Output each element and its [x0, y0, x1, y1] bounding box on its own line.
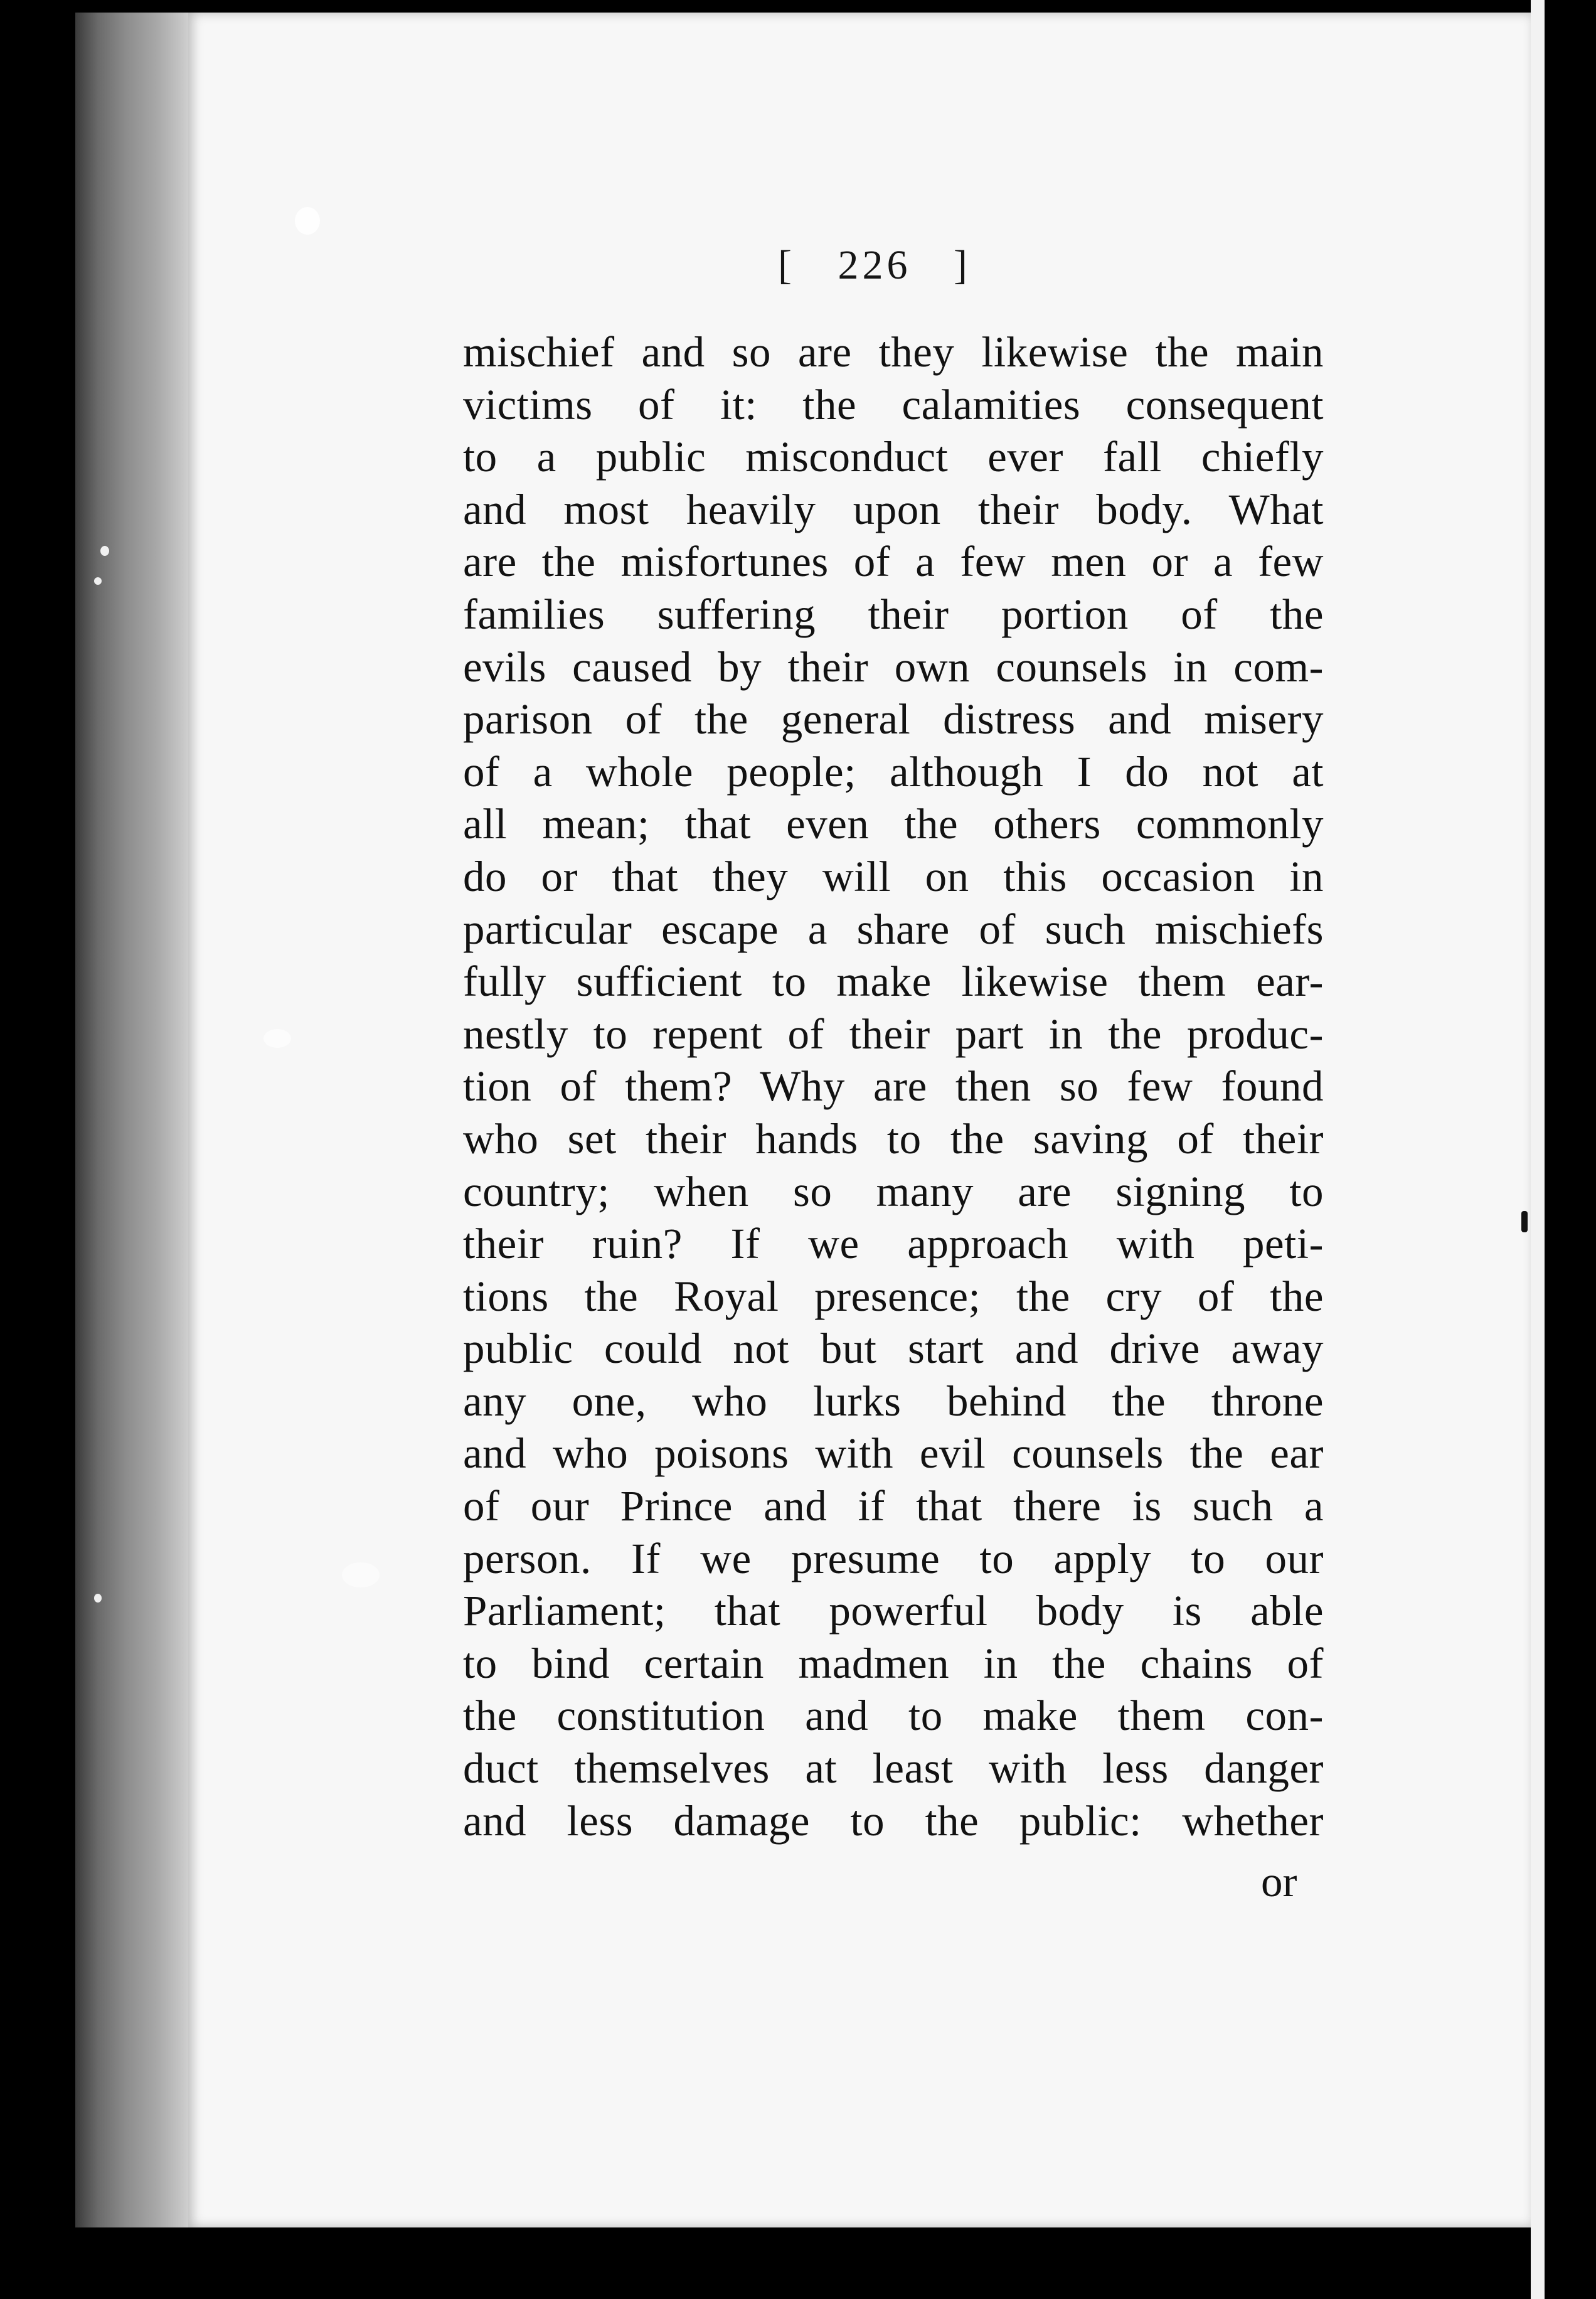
- scan-speck: [295, 207, 320, 235]
- scan-speck: [100, 546, 109, 556]
- catchword: or: [1261, 1858, 1297, 1906]
- text-line: to bind certain madmen in the chains of: [463, 1639, 1324, 1687]
- text-line: nestly to repent of their part in the produc-: [463, 1010, 1324, 1058]
- text-line: are the misfortunes of a few men or a few: [463, 538, 1324, 586]
- text-line: any one, who lurks behind the throne: [463, 1377, 1324, 1425]
- binding-gutter: [75, 13, 201, 2227]
- text-line: mischief and so are they likewise the main: [463, 328, 1324, 376]
- text-line: who set their hands to the saving of their: [463, 1114, 1324, 1163]
- text-line: do or that they will on this occasion in: [463, 852, 1324, 900]
- next-page-edge: [1531, 0, 1545, 2299]
- text-line: Parliament; that powerful body is able: [463, 1587, 1324, 1635]
- page-number-header: [ 226 ]: [778, 242, 971, 288]
- text-line: public could not but start and drive away: [463, 1325, 1324, 1373]
- text-line: to a public misconduct ever fall chiefly: [463, 433, 1324, 481]
- scan-speck: [342, 1562, 380, 1587]
- text-line: person. If we presume to apply to our: [463, 1534, 1324, 1582]
- text-line: duct themselves at least with less danger: [463, 1744, 1324, 1793]
- text-line: fully sufficient to make likewise them ear-: [463, 957, 1324, 1006]
- scan-border-right: [1545, 0, 1596, 2299]
- text-line: their ruin? If we approach with peti-: [463, 1220, 1324, 1268]
- text-line: all mean; that even the others commonly: [463, 800, 1324, 848]
- body-text: [463, 326, 1324, 1847]
- text-line: and less damage to the public: whether: [463, 1796, 1324, 1845]
- text-line: of our Prince and if that there is such a: [463, 1482, 1324, 1530]
- text-line: evils caused by their own counsels in com-: [463, 643, 1324, 691]
- text-line: particular escape a share of such mischiefs: [463, 905, 1324, 953]
- text-line: the constitution and to make them con-: [463, 1692, 1324, 1740]
- text-line: tion of them? Why are then so few found: [463, 1062, 1324, 1111]
- text-line: and who poisons with evil counsels the ear: [463, 1429, 1324, 1478]
- text-line: parison of the general distress and misery: [463, 695, 1324, 744]
- text-line: country; when so many are signing to: [463, 1167, 1324, 1215]
- text-line: and most heavily upon their body. What: [463, 485, 1324, 533]
- text-line: tions the Royal presence; the cry of the: [463, 1272, 1324, 1320]
- text-line: victims of it: the calamities consequent: [463, 380, 1324, 429]
- scan-speck: [94, 577, 102, 585]
- scan-speck: [263, 1029, 291, 1048]
- text-line: of a whole people; although I do not at: [463, 747, 1324, 796]
- scan-speck: [94, 1594, 102, 1603]
- ink-mark: [1521, 1211, 1528, 1232]
- text-line: families suffering their portion of the: [463, 590, 1324, 638]
